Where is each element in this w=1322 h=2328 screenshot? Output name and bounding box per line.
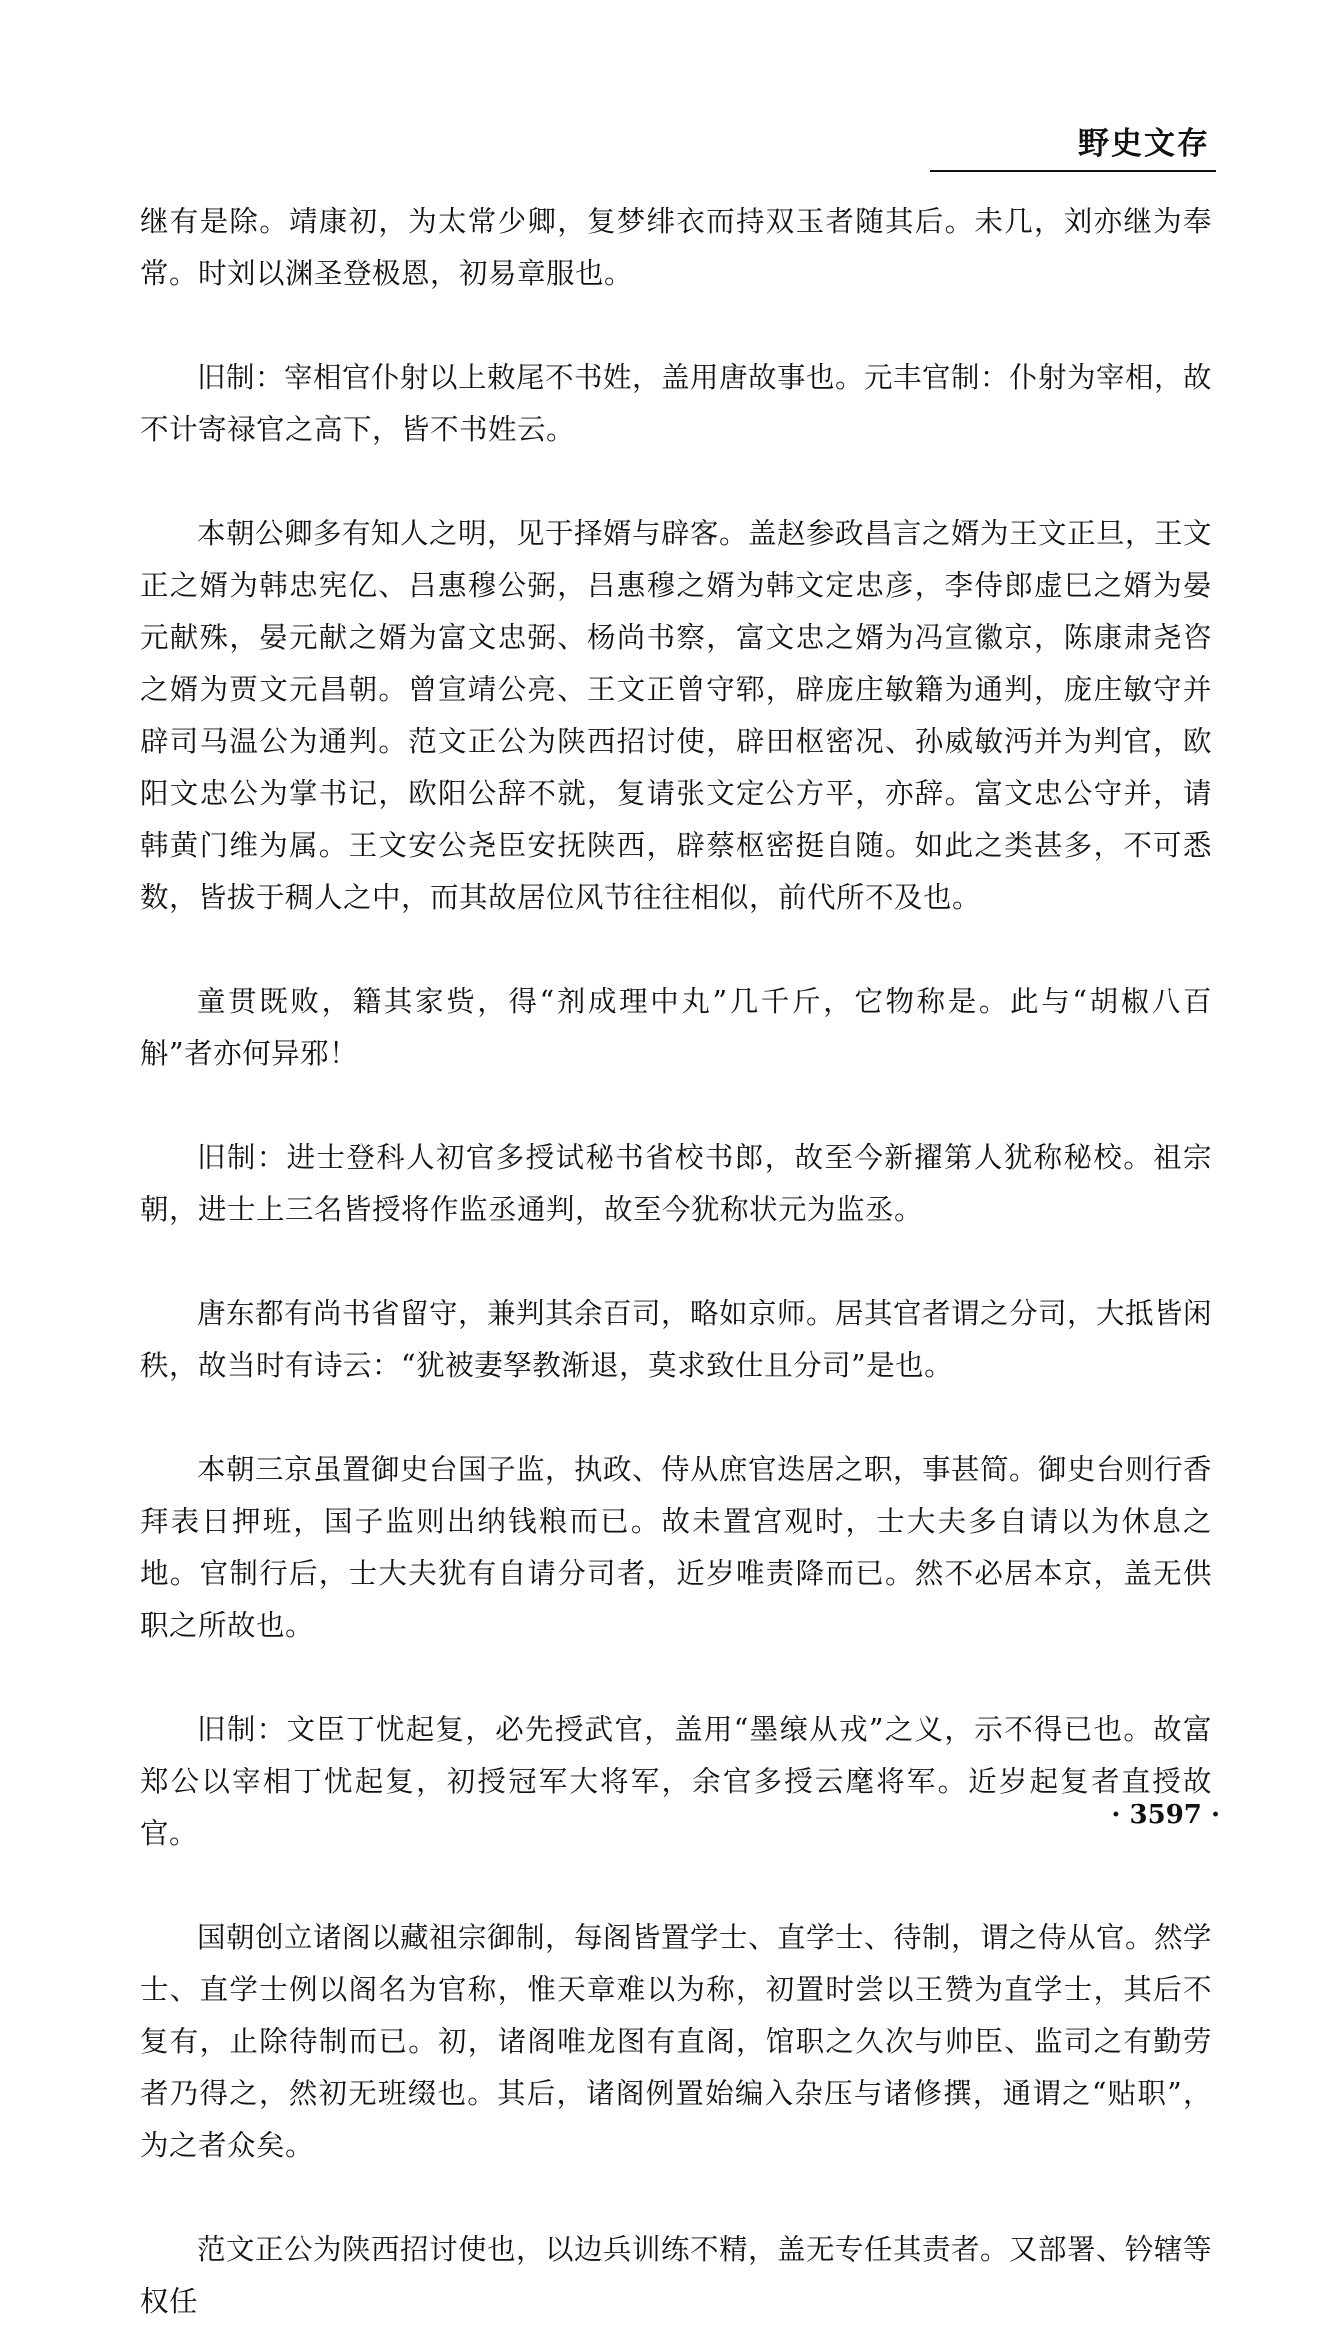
body-text (140, 196, 1212, 2328)
paragraph: 唐东都有尚书省留守，兼判其余百司，略如京师。居其官者谓之分司，大抵皆闲秩，故当时有诗云：“犹被妻孥教渐退，莫求致仕且分司”是也。 (140, 1297, 1213, 1382)
paragraph: 童贯既败，籍其家赀，得“剂成理中丸”几千斤，它物称是。此与“胡椒八百斛”者亦何异邪！ (140, 985, 1212, 1070)
paragraph: 国朝创立诸阁以藏祖宗御制，每阁皆置学士、直学士、待制，谓之侍从官。然学士、直学士例以阁名为官称，惟天章难以为称，初置时尝以王赞为直学士，其后不复有，止除待制而已。初，诸阁唯龙图有直阁，馆职之久次与帅臣、监司之有勤劳者乃得之，然初无班缀也。其后，诸阁例置始编入杂压与诸修撰，通谓之“贴职”，为之者众矣。 (140, 1921, 1213, 2162)
page-number: · 3597 · (1111, 1800, 1220, 1830)
header-rule (930, 170, 1216, 172)
paragraph: 旧制：宰相官仆射以上敕尾不书姓，盖用唐故事也。元丰官制：仆射为宰相，故不计寄禄官之高下，皆不书姓云。 (140, 361, 1213, 446)
paragraph: 本朝三京虽置御史台国子监，执政、侍从庶官迭居之职，事甚简。御史台则行香拜表日押班，国子监则出纳钱粮而已。故未置宫观时，士大夫多自请以为休息之地。官制行后，士大夫犹有自请分司者，近岁唯责降而已。然不必居本京，盖无供职之所故也。 (140, 1453, 1213, 1642)
paragraph: 本朝公卿多有知人之明，见于择婿与辟客。盖赵参政昌言之婿为王文正旦，王文正之婿为韩忠宪亿、吕惠穆公弼，吕惠穆之婿为韩文定忠彦，李侍郎虚巳之婿为晏元献殊，晏元献之婿为富文忠弼、杨尚书察，富文忠之婿为冯宣徽京，陈康肃尧咨之婿为贾文元昌朝。曾宣靖公亮、王文正曾守郓，辟庞庄敏籍为通判，庞庄敏守并辟司马温公为通判。范文正公为陕西招讨使，辟田枢密况、孙威敏沔并为判官，欧阳文忠公为掌书记，欧阳公辞不就，复请张文定公方平，亦辞。富文忠公守并，请韩黄门维为属。王文安公尧臣安抚陕西，辟蔡枢密挺自随。如此之类甚多，不可悉数，皆拔于稠人之中，而其故居位风节往往相似，前代所不及也。 (140, 517, 1213, 914)
paragraph: 旧制：进士登科人初官多授试秘书省校书郎，故至今新擢第人犹称秘校。祖宗朝，进士上三名皆授将作监丞通判，故至今犹称状元为监丞。 (140, 1141, 1212, 1226)
paragraph: 继有是除。靖康初，为太常少卿，复梦绯衣而持双玉者随其后。未几，刘亦继为奉常。时刘以渊圣登极恩，初易章服也。 (140, 205, 1212, 290)
running-header-title: 野史文存 (1078, 126, 1210, 162)
paragraph: 旧制：文臣丁忧起复，必先授武官，盖用“墨缞从戎”之义，示不得已也。故富郑公以宰相丁忧起复，初授冠军大将军，余官多授云麾将军。近岁起复者直授故官。 (140, 1713, 1212, 1850)
paragraph: 范文正公为陕西招讨使也，以边兵训练不精，盖无专任其责者。又部署、钤辖等权任 (140, 2233, 1213, 2318)
